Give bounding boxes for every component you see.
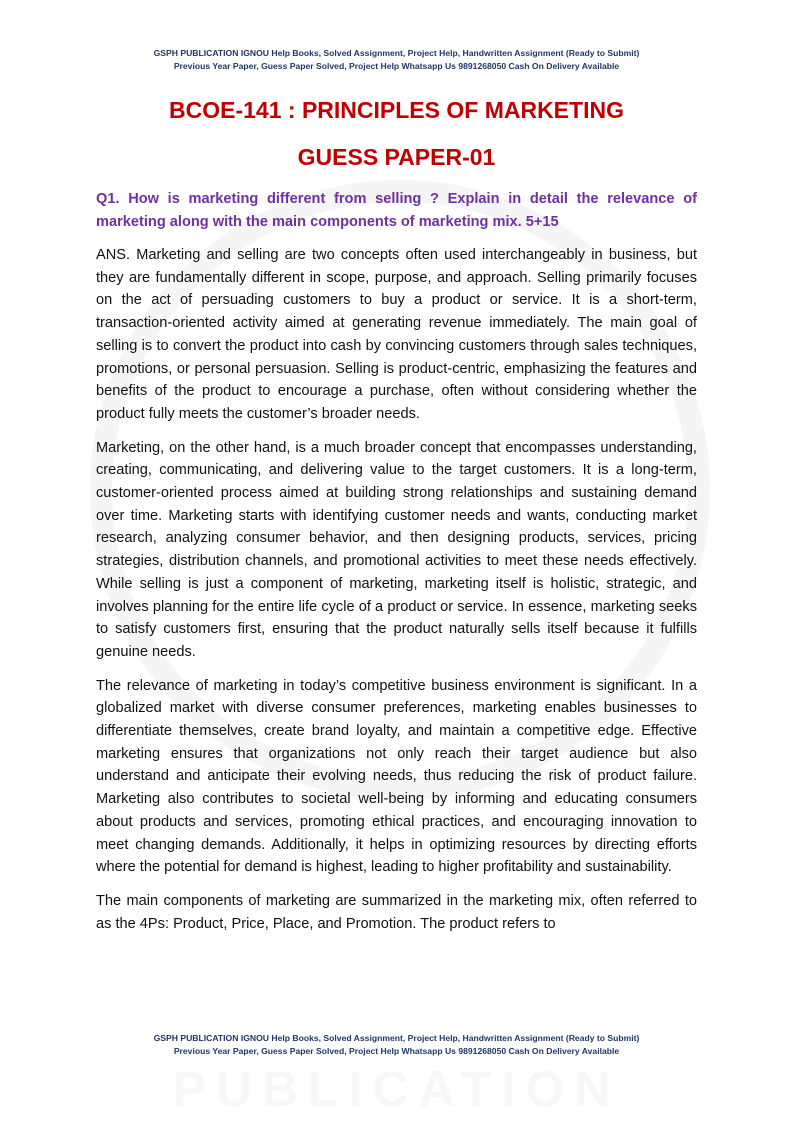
- document-subtitle: GUESS PAPER-01: [297, 144, 496, 170]
- question-text: Q1. How is marketing different from selling ? Explain in detail the relevance of marketing along with the main components of marketing mix. 5+15: [96, 191, 697, 230]
- header-line-1: GSPH PUBLICATION IGNOU Help Books, Solved Assignment, Project Help, Handwritten Assignment (Ready to Submit): [153, 48, 640, 58]
- header-line-2: Previous Year Paper, Guess Paper Solved, Project Help Whatsapp Us 9891268050 Cash On Delivery Available: [173, 60, 620, 71]
- document-body: [96, 188, 697, 946]
- paragraph: The relevance of marketing in today’s competitive business environment is significant. In a globalized market with diverse consumer preferences, marketing enables businesses to differentiate themselves, create brand loyalty, and maintain a competitive edge. Effective marketing ensures that organizations not only reach their target audience but also understand and anticipate their evolving needs, thus reducing the risk of product failure. Marketing also contributes to societal well-being by informing and educating consumers about products and services, promoting ethical practices, and encouraging innovation to meet changing demands. Additionally, it helps in optimizing resources by directing efforts where the potential for demand is highest, leading to higher profitability and sustainability.: [96, 677, 697, 876]
- document-title: BCOE-141 : PRINCIPLES OF MARKETING: [169, 97, 624, 123]
- page-header: [0, 47, 793, 72]
- page-footer: [0, 1032, 793, 1057]
- paragraph: ANS. Marketing and selling are two concepts often used interchangeably in business, but they are fundamentally different in scope, purpose, and approach. Selling primarily focuses on the act of persuading customers to buy a product or service. It is a short-term, transaction-oriented activity aimed at generating revenue immediately. The main goal of selling is to convert the product into cash by convincing customers through sales techniques, promotions, or personal persuasion. Selling is product-centric, emphasizing the features and benefits of the product to encourage a purchase, often without considering whether the product fully meets the customer’s broader needs.: [96, 247, 697, 422]
- footer-line-2: Previous Year Paper, Guess Paper Solved, Project Help Whatsapp Us 9891268050 Cash On Delivery Available: [173, 1045, 620, 1056]
- paragraph: Marketing, on the other hand, is a much broader concept that encompasses understanding, creating, communicating, and delivering value to the target customers. It is a long-term, customer-oriented process aimed at building strong relationships and sustaining demand over time. Marketing starts with identifying customer needs and wants, conducting market research, analyzing consumer behavior, and then designing products, services, pricing strategies, distribution channels, and promotional activities to meet these needs effectively. While selling is just a component of marketing, marketing itself is holistic, strategic, and involves planning for the entire life cycle of a product or service. In essence, marketing seeks to satisfy customers first, ensuring that the product naturally sells itself because it fulfills genuine needs.: [96, 439, 697, 660]
- paragraph: The main components of marketing are summarized in the marketing mix, often referred to as the 4Ps: Product, Price, Place, and Promotion. The product refers to: [96, 892, 697, 932]
- watermark-text: PUBLICATION: [172, 1061, 621, 1117]
- footer-line-1: GSPH PUBLICATION IGNOU Help Books, Solved Assignment, Project Help, Handwritten Assignment (Ready to Submit): [153, 1033, 640, 1043]
